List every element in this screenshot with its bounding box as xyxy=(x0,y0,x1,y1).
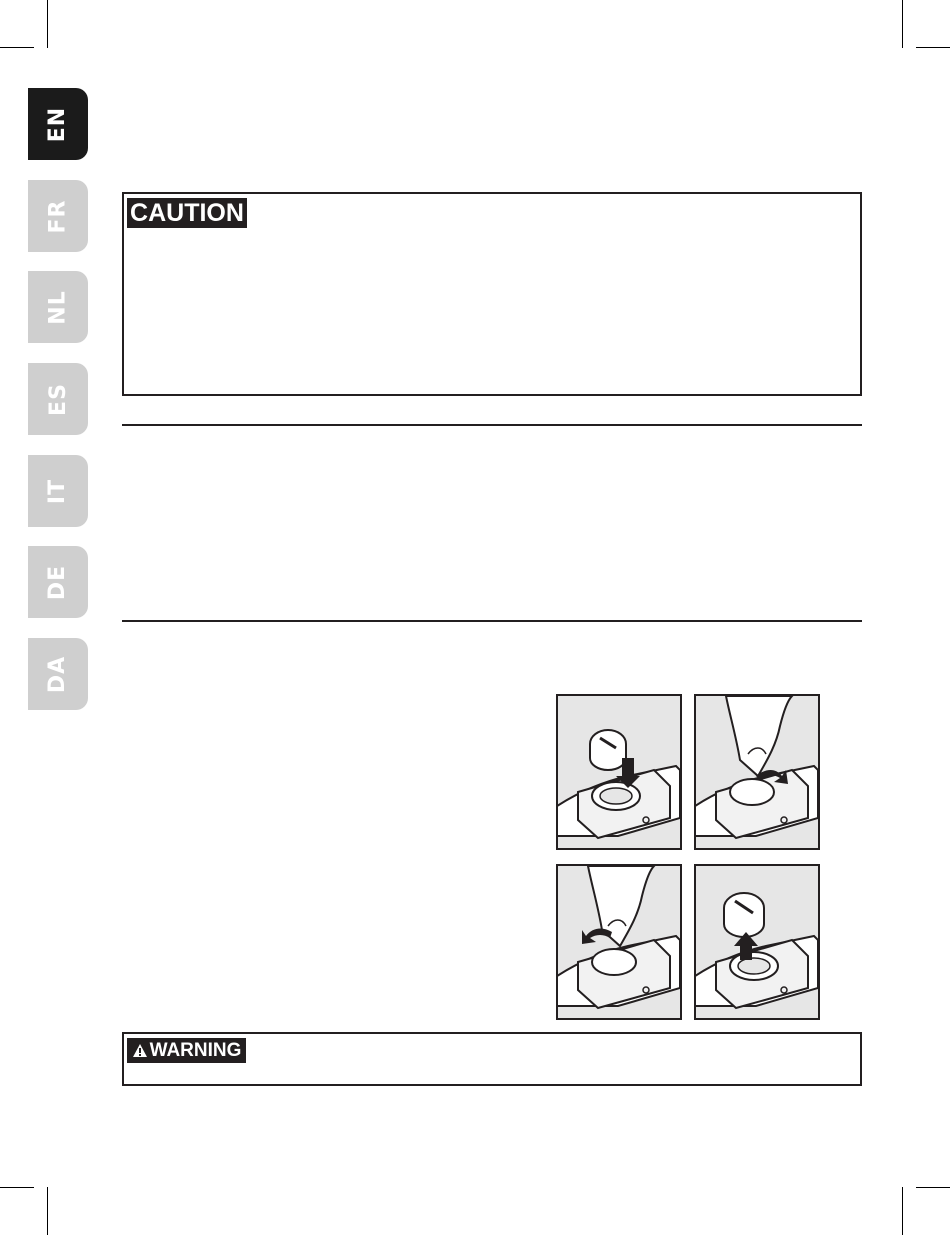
caution-label: CAUTION xyxy=(130,198,244,227)
illustration-twist-cap xyxy=(694,694,820,850)
warning-triangle-icon xyxy=(132,1043,148,1058)
caution-badge xyxy=(127,198,247,228)
collar-receiver-drawing xyxy=(558,866,680,1018)
tab-language-de[interactable] xyxy=(28,546,88,618)
tab-label: NL xyxy=(45,289,71,325)
tab-label: EN xyxy=(45,106,71,142)
crop-mark xyxy=(47,1187,48,1235)
tab-language-it[interactable] xyxy=(28,455,88,527)
tab-language-en[interactable] xyxy=(28,88,88,160)
collar-receiver-drawing xyxy=(558,696,680,848)
tab-language-fr[interactable] xyxy=(28,180,88,252)
section-divider xyxy=(122,424,862,426)
crop-mark xyxy=(916,47,950,48)
collar-receiver-drawing xyxy=(696,696,818,848)
tab-language-nl[interactable] xyxy=(28,271,88,343)
crop-mark xyxy=(902,1187,903,1235)
crop-mark xyxy=(916,1187,950,1188)
warning-label: WARNING xyxy=(149,1040,242,1061)
warning-box xyxy=(122,1032,862,1086)
crop-mark xyxy=(0,1187,34,1188)
crop-mark xyxy=(902,0,903,48)
tab-label: DA xyxy=(45,655,71,693)
crop-mark xyxy=(0,47,34,48)
tab-label: FR xyxy=(45,199,71,233)
warning-badge xyxy=(127,1038,246,1063)
illustration-turn-cap xyxy=(556,864,682,1020)
crop-mark xyxy=(47,0,48,48)
tab-language-da[interactable] xyxy=(28,638,88,710)
tab-label: ES xyxy=(45,382,71,416)
tab-language-es[interactable] xyxy=(28,363,88,435)
caution-box xyxy=(122,192,862,396)
illustration-remove-cap xyxy=(556,694,682,850)
tab-label: DE xyxy=(45,564,71,600)
collar-receiver-drawing xyxy=(696,866,818,1018)
tab-label: IT xyxy=(45,478,71,504)
section-divider xyxy=(122,620,862,622)
illustration-lift-cap xyxy=(694,864,820,1020)
